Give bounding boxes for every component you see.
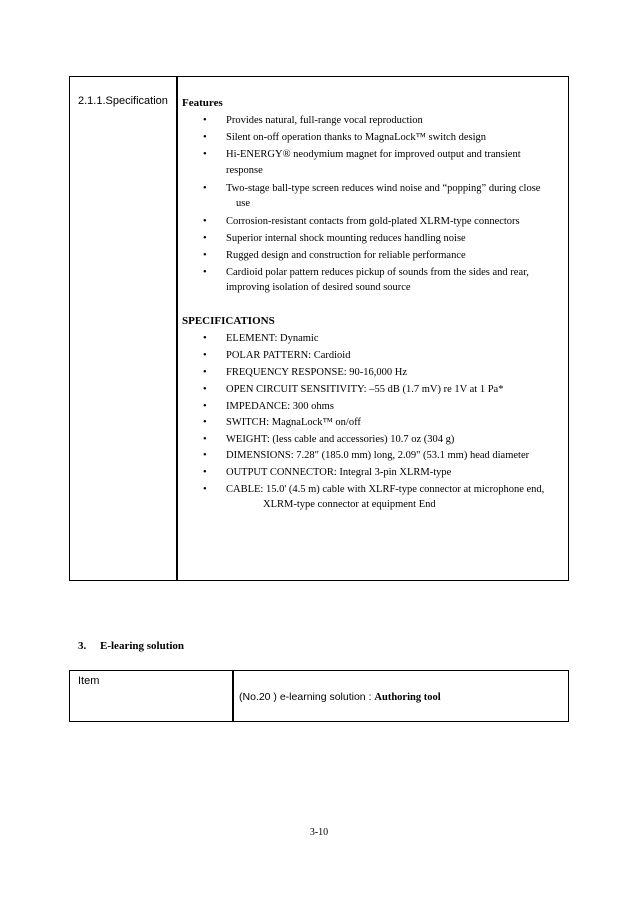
features-heading: Features [182, 97, 223, 109]
spec-item-continuation: XLRM-type connector at equipment End [263, 499, 436, 510]
section-number: 3. [78, 640, 87, 652]
feature-item-continuation: response [226, 165, 263, 176]
section-title: E-learing solution [100, 640, 185, 652]
item-value-prefix: (No.20 ) e-learning solution : [239, 691, 375, 703]
column-divider [176, 77, 178, 580]
feature-item-continuation: improving isolation of desired sound source [226, 282, 411, 293]
item-value [239, 691, 441, 703]
spec-row-label: 2.1.1.Specification [78, 95, 168, 107]
specifications-heading: SPECIFICATIONS [182, 315, 275, 327]
page-number: 3-10 [309, 827, 329, 838]
specification-table: 2.1.1.Specification Features • Provides natural, full-range vocal reproduction • Silent on-off operation thanks to MagnaLock™ switch design • Hi-ENERGY® neodymium magnet for improved output and transient response • Two-stage ball-type screen reduces wind noise and “popping” during close use • Corrosion-resistant contacts from gold-plated XLRM-type connectors • Superior internal shock mounting reduces handling noise • Rugged design and construction for reliable performance • Cardioid polar pattern reduces pickup of sounds from the sides and rear, improving isolation of desired sound source SPECIFICATIONS • ELEMENT: Dynamic • POLAR PATTERN: Cardioid • FREQUENCY RESPONSE: 90-16,000 Hz • OPEN CIRCUIT SENSITIVITY: –55 dB (1.7 mV) re 1V at 1 Pa* • IMPEDANCE: 300 ohms • SWITCH: MagnaLock™ on/off • WEIGHT: (less cable and accessories) 10.7 oz (304 g) • DIMENSIONS: 7.28" (185.0 mm) long, 2.09" (53.1 mm) head diameter • OUTPUT CONNECTOR: Integral 3-pin XLRM-type • CABLE: 15.0' (4.5 m) cable with XLRF-type connector at microphone end, XLRM-type connector at equipment End [69, 76, 569, 581]
item-value-bold: Authoring tool [374, 692, 441, 703]
section-heading [78, 640, 184, 652]
item-label: Item [78, 675, 100, 687]
item-table [69, 670, 569, 722]
feature-item-continuation: use [236, 198, 250, 209]
column-divider [232, 671, 234, 721]
